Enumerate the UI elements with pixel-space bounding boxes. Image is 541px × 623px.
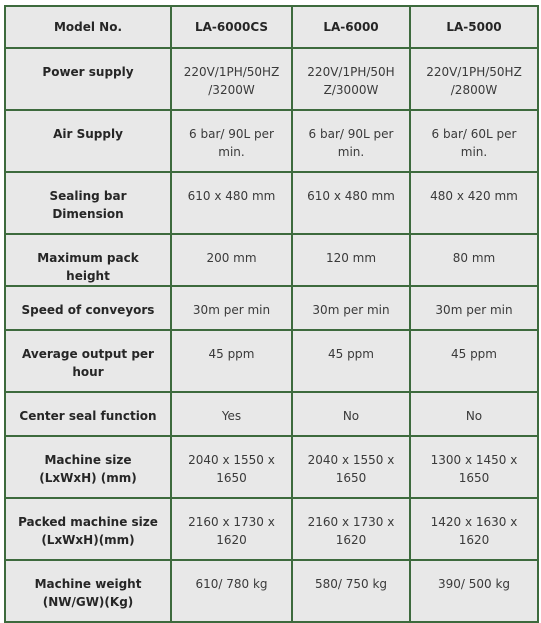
table-cell: 610 x 480 mm: [292, 172, 410, 234]
table-cell: 6 bar/ 60L per min.: [410, 110, 538, 172]
table-cell: 390/ 500 kg: [410, 560, 538, 622]
row-label: Average output per hour: [5, 330, 171, 392]
table-header-row: [5, 6, 538, 48]
table-row-packed-machine-size: [5, 498, 538, 560]
table-row-sealing-bar-dimension: [5, 172, 538, 234]
table-cell: 45 ppm: [410, 330, 538, 392]
table-cell: 2160 x 1730 x 1620: [171, 498, 292, 560]
table-cell: 220V/1PH/50HZ /3200W: [171, 48, 292, 110]
table-cell: 1420 x 1630 x 1620: [410, 498, 538, 560]
table-cell: 2040 x 1550 x 1650: [171, 436, 292, 498]
table-row-machine-weight: [5, 560, 538, 622]
table-cell: No: [292, 392, 410, 436]
table-cell: 30m per min: [171, 286, 292, 330]
row-label: Machine weight (NW/GW)(Kg): [5, 560, 171, 622]
table-cell: 610/ 780 kg: [171, 560, 292, 622]
column-header-la-6000: LA-6000: [292, 6, 410, 48]
table-cell: Yes: [171, 392, 292, 436]
column-header-la-6000cs: LA-6000CS: [171, 6, 292, 48]
table-cell: 480 x 420 mm: [410, 172, 538, 234]
table-row-center-seal-function: [5, 392, 538, 436]
table-cell: 80 mm: [410, 234, 538, 286]
row-label: Power supply: [5, 48, 171, 110]
row-label: Maximum pack height: [5, 234, 171, 286]
column-header-model-no: Model No.: [5, 6, 171, 48]
row-label: Speed of conveyors: [5, 286, 171, 330]
table-row-power-supply: [5, 48, 538, 110]
table-cell: 2040 x 1550 x 1650: [292, 436, 410, 498]
row-label: Machine size (LxWxH) (mm): [5, 436, 171, 498]
table-cell: 580/ 750 kg: [292, 560, 410, 622]
spec-table: [4, 5, 539, 623]
row-label: Air Supply: [5, 110, 171, 172]
table-cell: No: [410, 392, 538, 436]
row-label: Packed machine size (LxWxH)(mm): [5, 498, 171, 560]
row-label: Center seal function: [5, 392, 171, 436]
table-cell: 610 x 480 mm: [171, 172, 292, 234]
table-cell: 120 mm: [292, 234, 410, 286]
table-row-air-supply: [5, 110, 538, 172]
table-cell: 1300 x 1450 x 1650: [410, 436, 538, 498]
table-row-machine-size: [5, 436, 538, 498]
table-row-maximum-pack-height: [5, 234, 538, 286]
table-cell: 6 bar/ 90L per min.: [171, 110, 292, 172]
table-cell: 2160 x 1730 x 1620: [292, 498, 410, 560]
table-cell: 45 ppm: [292, 330, 410, 392]
table-row-average-output: [5, 330, 538, 392]
table-cell: 45 ppm: [171, 330, 292, 392]
table-cell: 30m per min: [292, 286, 410, 330]
table-row-speed-of-conveyors: [5, 286, 538, 330]
table-cell: 220V/1PH/50HZ /2800W: [410, 48, 538, 110]
table-cell: 30m per min: [410, 286, 538, 330]
table-cell: 200 mm: [171, 234, 292, 286]
row-label: Sealing bar Dimension: [5, 172, 171, 234]
column-header-la-5000: LA-5000: [410, 6, 538, 48]
table-cell: 220V/1PH/50H Z/3000W: [292, 48, 410, 110]
table-cell: 6 bar/ 90L per min.: [292, 110, 410, 172]
